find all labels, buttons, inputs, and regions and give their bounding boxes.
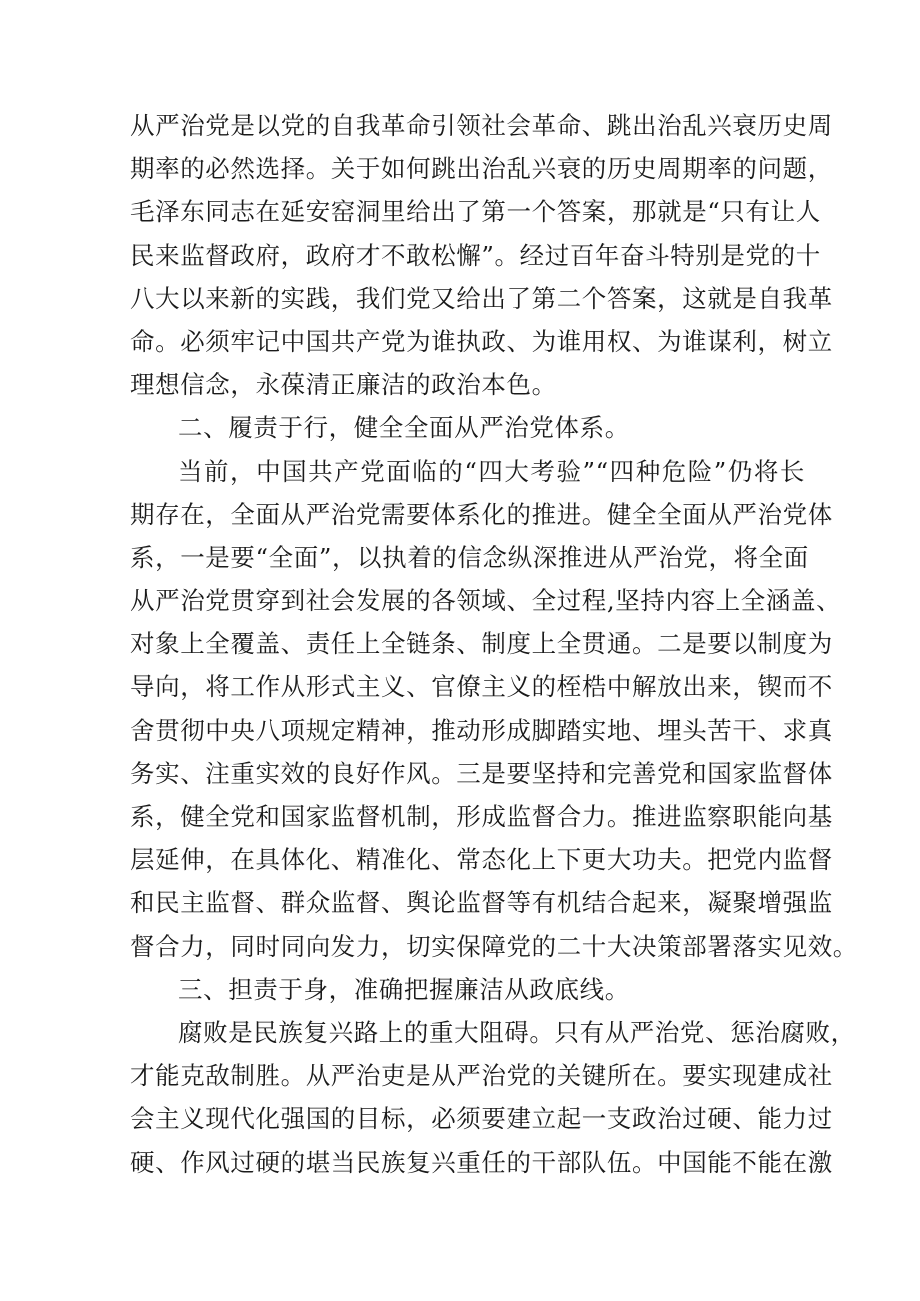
text-line: 对象上全覆盖、责任上全链条、制度上全贯通。二是要以制度为 <box>130 629 833 659</box>
text-line: 理想信念，永葆清正廉洁的政治本色。 <box>130 370 557 400</box>
section-heading-3: 三、担责于身，准确把握廉洁从政底线。 <box>178 974 630 1004</box>
text-line: 民来监督政府，政府才不敢松懈”。经过百年奋斗特别是党的十 <box>130 240 821 270</box>
text-line: 会主义现代化强国的目标，必须要建立起一支政治过硬、能力过 <box>130 1104 833 1134</box>
text-line: 系，健全党和国家监督机制，形成监督合力。推进监察职能向基 <box>130 802 833 831</box>
document-body <box>130 104 858 1184</box>
text-line: 命。必须牢记中国共产党为谁执政、为谁用权、为谁谋利，树立 <box>130 326 833 356</box>
section-heading-2: 二、履责于行，健全全面从严治党体系。 <box>178 413 630 443</box>
text-line: 毛泽东同志在延安窑洞里给出了第一个答案，那就是“只有让人 <box>130 197 821 227</box>
text-line: 舍贯彻中央八项规定精神，推动形成脚踏实地、埋头苦干、求真 <box>130 715 833 745</box>
text-line: 系，一是要“全面”，以执着的信念纵深推进从严治党，将全面 <box>130 542 809 572</box>
text-line: 督合力，同时同向发力，切实保障党的二十大决策部署落实见效。 <box>130 931 858 961</box>
text-line: 期存在，全面从严治党需要体系化的推进。健全全面从严治党体 <box>130 499 833 529</box>
text-line: 层延伸，在具体化、精准化、常态化上下更大功夫。把党内监督 <box>130 845 833 875</box>
text-line: 导向，将工作从形式主义、官僚主义的桎梏中解放出来，锲而不 <box>130 672 833 702</box>
text-line: 期率的必然选择。关于如何跳出治乱兴衰的历史周期率的问题， <box>130 154 833 184</box>
text-line: 从严治党贯穿到社会发展的各领域、全过程,坚持内容上全涵盖、 <box>130 586 842 616</box>
text-line: 当前，中国共产党面临的“四大考验”“四种危险”仍将长 <box>178 456 805 486</box>
text-line: 务实、注重实效的良好作风。三是要坚持和完善党和国家监督体 <box>130 758 833 788</box>
text-line: 腐败是民族复兴路上的重大阻碍。只有从严治党、惩治腐败， <box>178 1017 856 1047</box>
text-line: 和民主监督、群众监督、舆论监督等有机结合起来，凝聚增强监 <box>130 888 833 918</box>
text-line: 从严治党是以党的自我革命引领社会革命、跳出治乱兴衰历史周 <box>130 111 833 140</box>
text-line: 八大以来新的实践，我们党又给出了第二个答案，这就是自我革 <box>130 283 833 313</box>
text-line: 硬、作风过硬的堪当民族复兴重任的干部队伍。中国能不能在激 <box>130 1147 833 1177</box>
text-line: 才能克敌制胜。从严治吏是从严治党的关键所在。要实现建成社 <box>130 1061 833 1091</box>
